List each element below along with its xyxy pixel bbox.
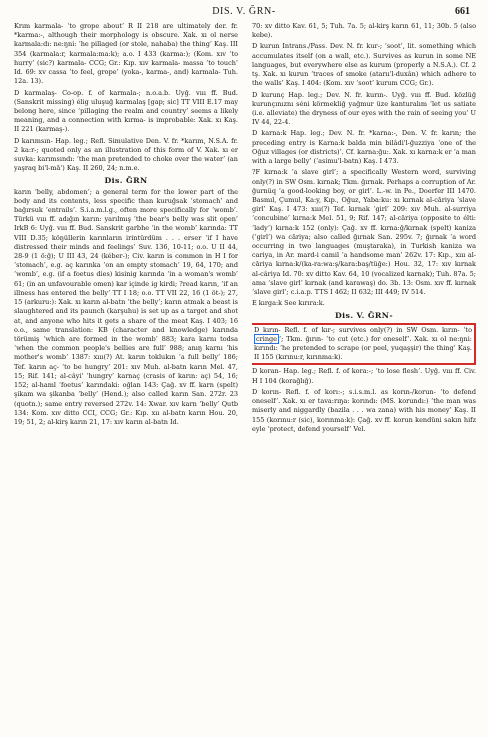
right-column: [252, 22, 476, 730]
entry-korin: D korın- Refl. f. of korı:-; s.i.s.m.l. as korın-/korun- ‘to defend oneself’. Xak. xı er tava:rıŋa: korındı: (MS. korundı:) ‘the man was miserly and niggardly (bazila . . . wa zana) with his money’ Kaş. II 155 (korınu:r (sic), korınma:k): Çağ. xv ff. korun kendüni sakın hifz eyle ‘protect, defend yourself’ Vel.: [252, 387, 476, 433]
entry-karin-continued: 70: xv ditto Kav. 61, 5; Tuh. 7a. 5; al-kirş karın 61, 11; 30b. 5 (also kebe).: [252, 22, 476, 40]
entry-karin: karın ‘belly, abdomen’; a general term for the lower part of the body and its contents, less specific than kuruğsak ‘stomach’ and bağırsuk ‘entrails’. S.i.a.m.l.g., often more specifically for ‘womb’. Türkü vııı ff. adığın karın: yarılmış ‘the bear's belly was slit open’ IrkB 6: Uyğ. vııı ff. Bud. Sanskrit garbhe ‘in the womb’ karında: TT VIII D.35; köŋüllerin karınların irintürdüm . . . erser ‘if I have distressed their minds and feelings’ Suv. 136, 10-11; o.o. U II 44, 28-9 (1 ö:ğ); U III 43, 24 (kéber-); Civ. karın is common in H I for ‘stomach’, e.g. aç karınka ‘on an empty stomach’ 19, 64, 170; and ‘womb’, e.g. (if a foetus dies) kisinig karında ‘in a woman's womb’ 61; (in an unfavourable omen) kar içinde ig kirdi; ?read karın, ‘if an illness has entered the belly’ TT I 18; o.o. TT VII 22, 16 (1 öt-); 27, 15 (arkuru:): Xak. xı karın al-batn ‘the belly’; karın atmak a beast is slaughtered and its paunch (karşuhu) is set up as a target and shot at, and anyone who hits it gets a share of the meat Kaş. I 403; 16 o.o., same translation: KB (character and knowledge) karında törümiş ‘which are formed in the womb’ 883; kara karnı todsa ‘when the common people's bellies are full’ 988; anıŋ karnı ‘his mother's womb’ 1387: xııı(?) At. karın toklukın ‘a full belly’ 186; Tef. karın aç- ‘to be hungry’ 201: xıv Muh. al-batn karın Mel. 47, 15; Rif. 141; al-câyi' ‘hungry’ karnaç (crasis of karın: aç) 54, 16; 152; al-haml ‘foetus’ karındaki: oğlan 143: Çağ. xv ff. karn (spelt) şikam wa şikanba ‘belly’ (Hend.); also called karın San. 272r. 23 (quotn.); same entry reversed 272v. 14: Xwar. xıv karn ‘belly’ Qutb 134: Kom. xıv ditto CCI, CCG; Gr.: Kıp. xıı al-batn karın Hou. 20, 19; 51, 2; al-kirş karın 21, 17: xıv karın al-batn Id.: [14, 187, 238, 426]
entry-karnak: D karna:k Hap. leg.; Dev. N. fr. *karna:-, Den. V. fr. karın; the preceding entry is Karna:k balda min bilâdi'l-ğuzziya ‘one of the Oğuz villages (or districts)’. Cf. karna:ğu:. Xak. xı karna:k er ‘a man with a large belly’ (‘asimu'l-batn) Kaş. I 473.: [252, 129, 476, 166]
entry-kurunc: D kurunç Hap. leg.; Dev. N. fr. kurın-. Uyğ. vııı ff. Bud. közlüğ kurunçınıznı séni körmekliğ yağmur üze kanturalım ‘let us satiate (i.e. alleviate) the dryness of our eyes with the rain of seeing you’ U IV 44, 22-4.: [252, 90, 476, 127]
entry-kirnak: ?F kırna:k ‘a slave girl’; a specifically Western word, surviving only(?) in SW Osm. kırnak; Tkm. ğırnak. Perhaps a corruption of Ar. ğurnüq ‘a good-looking boy, or girl’. L.-w. in Pe., Doerfer III 1470. Basmıl, Çumul, Ka:y, Kıp., Oğuz, Yaba:ku: xı kırnak al-cāriya ‘slave girl’ Kaş. I 473: xııı(?) Tef. kırnak ‘girl’ 209: xıv Muh. al-surriya ‘concubine’ kırna:k Mel. 51, 9; Rif. 147; al-cāriya (opposite to élti: ‘lady’) kırna:k 152 (only): Çağ. xv ff. kırna:ğ/kırnak (spelt) kaniza (‘girl’) wa cāriya; also called ğırnak San. 295v. 7; ğırnak ‘a word occurring in two languages (muştaraka), in Turkish kaniza wa cariya, in Ar. mard-i camil ‘a handsome man’ 262v. 17: Kıp., xııı al-cāriya kırna:k/(ka-ra:wa:ş/kara:baş/tüğe:) Hou. 32, 17: xıv kırnak al-câriya Id. 70: xv ditto Kav. 64, 10 (vocalized karnak); Tuh. 87a. 5; ama ‘slave girl’ kırnak (and karawaş) do. 3b. 13: Osm. xıv ff. kırnak ‘slave girl’; c.i.a.p. TTS I 462; II 632; III 449; IV 514.: [252, 168, 476, 297]
running-title: DIS. V. ĞRN-: [212, 6, 276, 17]
selected-word-cringe[interactable]: cringe: [256, 334, 278, 343]
highlight-text-after: ’; Tkm. ğırın- ‘to cut (etc.) for oneself’. Xak. xı ol ne:ŋni: kırındı: ‘he pretended to scrape (or peel, yuqaşşir) the thing’ Kaş. II 155 (kırınu:r, kırınma:k).: [254, 334, 472, 362]
left-column: [14, 22, 238, 730]
entry-kurun: D kurun Intrans./Pass. Dev. N. fr. kur-; ‘soot’, lit. something which accumulates itself (on a wall, etc.). Survives as kurun in some NE languages, but everywhere else as kurum (properly a N.S.A.). Cf. 2 tş. Xak. xı kurun ‘traces of smoke (atarıı'l-duxân) which adhere to the walls’ Kaş. I 404: (Kom. xıv ‘soot’ kurum CCG; Gr.).: [252, 42, 476, 88]
highlighted-entry-kirin[interactable]: [252, 323, 476, 366]
entry-koran: D koran- Hap. leg.; Refl. f. of kora:-; ‘to lose flesh’. Uyğ. vııı ff. Civ. H I 104 (korağlığ).: [252, 367, 476, 385]
entry-karmala: Krım karmala- ‘to grope about’ R II 218 are ultimately der. fr. *karma:-, although their morphology is obscure. Xak. xı ol nerse karmala:dı: ne:ŋni: ‘he pillaged (or stole, nahaba) the thing’ Kaş. III 354 (karmala:r, karmala:ma:k); a.o. I 433 (karma:); (Kom. xıv ‘to hurry’ (sic?) karmala- CCG; Gr.: Kıp. xıv karmala- massa ‘to touch’ Id. 69: xv cassa ‘to feel, grope’ (yoka-, karma-, and) karmala- Tuh. 12a. 13).: [14, 22, 238, 86]
entry-karmalas: D karmalaş- Co-op. f. of karmala-; n.o.a.b. Uyğ. vııı ff. Bud. (Sanskrit missing) élig uluşuğ karmalaş [gap; sic] TT VIII E.17 may belong here, since ‘pillaging the realm and country’ seems a likely meaning, and a connection with kırma- is improbable: Xak. xı Kaş. II 221 (karmaş-).: [14, 88, 238, 134]
section-heading-dis-grn: Dis. ĞRN: [104, 175, 148, 185]
entry-karimsin: D karımsın- Hap. leg.; Refl. Simulative Den. V. fr. *karım, N.S.A. fr. 2 ka:r-; quoted only as an illustration of this form of V. Xak. xı er suvka: karımsındı: ‘the man pretended to choke over the water’ (an yaşraq bi'l-mā') Kaş. II 260, 24; n.m.e.: [14, 136, 238, 173]
highlight-text-before: D kırın- Refl. f. of kır-; survives only(?) in SW Osm. kırın- ‘to: [254, 325, 472, 334]
entry-kirgak: E kırga:k See kırıra:k.: [252, 299, 325, 308]
page-number: 661: [455, 6, 470, 17]
page-header: [0, 6, 488, 20]
section-heading-dis-v-grn: Dis. V. ĞRN-: [335, 310, 393, 320]
